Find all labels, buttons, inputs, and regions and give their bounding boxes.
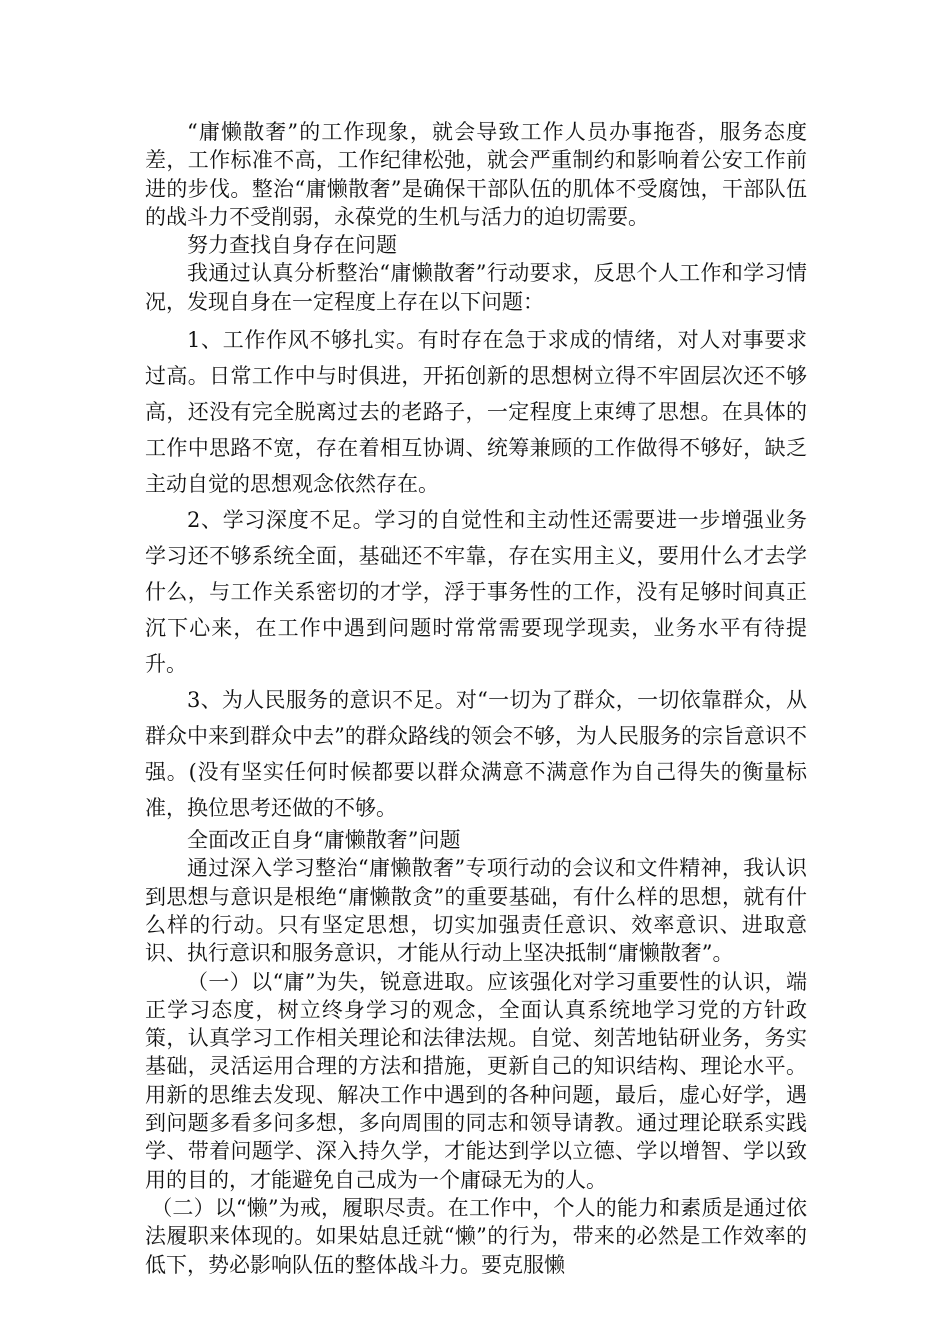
paragraph-problem-3: 3、为人民服务的意识不足。对“一切为了群众，一切依靠群众，从群众中来到群众中去”的群众路线的领会不够，为人民服务的宗旨意识不强。(没有坚实任何时候都要以群众满意不满意作为自己得失的衡量标准，换位思考还做的不够。: [145, 688, 807, 821]
section-heading-find-problems: 努力查找自身存在问题: [187, 233, 397, 258]
paragraph-problem-2: 2、学习深度不足。学习的自觉性和主动性还需要进一步增强业务学习还不够系统全面，基础还不牢靠，存在实用主义，要用什么才去学什么，与工作关系密切的才学，浮于事务性的工作，没有足够时间真正沉下心来，在工作中遇到问题时常常需要现学现卖，业务水平有待提升。: [145, 508, 807, 677]
paragraph-point-1: （一）以“庸”为失，锐意进取。应该强化对学习重要性的认识，端正学习态度，树立终身学习的观念，全面认真系统地学习党的方针政策，认真学习工作相关理论和法律法规。自觉、刻苦地钻研业务，务实基础，灵活运用合理的方法和措施，更新自己的知识结构、理论水平。用新的思维去发现、解决工作中遇到的各种问题，最后，虚心好学，遇到问题多看多问多想，多向周围的同志和领导请教。通过理论联系实践学、带着问题学、深入持久学，才能达到学以立德、学以增智、学以致用的目的，才能避免自己成为一个庸碌无为的人。: [145, 969, 807, 1192]
paragraph-analysis: 我通过认真分析整治“庸懒散奢”行动要求，反思个人工作和学习情况，发现自身在一定程度上存在以下问题：: [145, 261, 807, 314]
section-heading-correct-problems: 全面改正自身“庸懒散奢”问题: [187, 828, 461, 853]
paragraph-point-2: （二）以“懒”为戒，履职尽责。在工作中，个人的能力和素质是通过依法履职来体现的。如果姑息迁就“懒”的行为，带来的必然是工作效率的低下，势必影响队伍的整体战斗力。要克服懒: [145, 1195, 807, 1277]
paragraph-study: 通过深入学习整治“庸懒散奢”专项行动的会议和文件精神，我认识到思想与意识是根绝“庸懒散贪”的重要基础，有什么样的思想，就有什么样的行动。只有坚定思想，切实加强责任意识、效率意识、进取意识、执行意识和服务意识，才能从行动上坚决抵制“庸懒散奢”。: [145, 856, 807, 966]
paragraph-problem-1: 1、工作作风不够扎实。有时存在急于求成的情绪，对人对事要求过高。日常工作中与时俱进，开拓创新的思想树立得不牢固层次还不够高，还没有完全脱离过去的老路子，一定程度上束缚了思想。在具体的工作中思路不宽，存在着相互协调、统筹兼顾的工作做得不够好，缺乏主动自觉的思想观念依然存在。: [145, 328, 807, 497]
document-page: [145, 118, 807, 1279]
paragraph-intro: “庸懒散奢”的工作现象，就会导致工作人员办事拖沓，服务态度差，工作标准不高，工作纪律松弛，就会严重制约和影响着公安工作前进的步伐。整治“庸懒散奢”是确保干部队伍的肌体不受腐蚀，干部队伍的战斗力不受削弱，永葆党的生机与活力的迫切需要。: [145, 120, 807, 229]
